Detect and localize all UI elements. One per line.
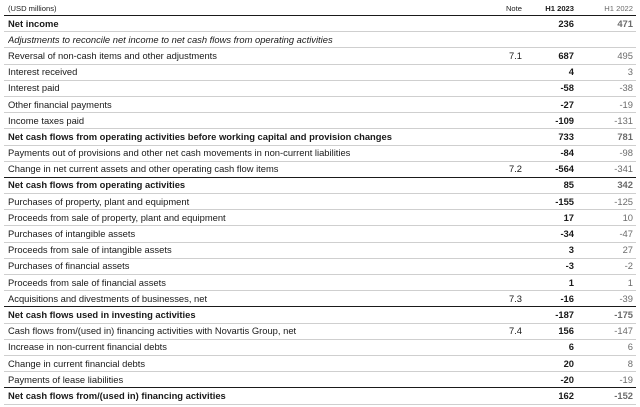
row-value-current: 733: [558, 130, 574, 142]
row-label: Reversal of non-cash items and other adjustments: [8, 49, 217, 61]
row-value-current: -564: [555, 163, 574, 175]
table-row: [4, 243, 636, 259]
row-note: 7.4: [508, 325, 522, 337]
note-column-header: Note: [505, 3, 522, 13]
row-value-current: -58: [560, 82, 574, 94]
table-body: [4, 16, 636, 405]
row-label: Change in net current assets and other operating cash flow items: [8, 163, 279, 175]
table-row: [4, 259, 636, 275]
row-label: Proceeds from sale of financial assets: [8, 276, 166, 288]
row-value-current: 85: [563, 179, 574, 191]
table-row: [4, 129, 636, 145]
row-label: Purchases of property, plant and equipment: [8, 195, 190, 207]
table-row: [4, 340, 636, 356]
row-label: Net cash flows from operating activities: [8, 179, 186, 191]
row-value-previous: 471: [617, 17, 633, 29]
row-value-current: 162: [558, 389, 574, 401]
row-label: Net cash flows used in investing activities: [8, 308, 196, 320]
row-value-current: 236: [558, 17, 574, 29]
row-value-current: -187: [555, 308, 574, 320]
previous-period-header: H1 2022: [604, 3, 633, 13]
row-label: Net cash flows from/(used in) financing activities: [8, 389, 226, 401]
row-value-previous: -39: [619, 292, 633, 304]
row-label: Net income: [8, 17, 59, 29]
row-label: Adjustments to reconcile net income to net cash flows from operating activities: [8, 33, 333, 45]
table-row: [4, 210, 636, 226]
row-value-previous: 781: [617, 130, 633, 142]
row-note: 7.1: [508, 49, 522, 61]
row-value-current: 156: [558, 325, 574, 337]
row-value-previous: -341: [614, 163, 633, 175]
row-value-previous: -47: [619, 228, 633, 240]
table-row: [4, 81, 636, 97]
row-value-current: -84: [560, 147, 574, 159]
row-label: Payments of lease liabilities: [8, 373, 124, 385]
table-row: [4, 324, 636, 340]
row-label: Net cash flows from operating activities before working capital and provision changes: [8, 130, 392, 142]
row-value-current: 687: [558, 49, 574, 61]
row-value-previous: -147: [614, 325, 633, 337]
row-value-previous: 6: [627, 341, 633, 353]
row-value-previous: -98: [619, 147, 633, 159]
row-value-current: -109: [555, 114, 574, 126]
row-label: Proceeds from sale of property, plant and equipment: [8, 211, 226, 223]
row-label: Income taxes paid: [8, 114, 85, 126]
row-value-previous: 8: [627, 357, 633, 369]
table-row: [4, 146, 636, 162]
table-row: [4, 162, 636, 178]
table-row: [4, 32, 636, 48]
table-row: [4, 356, 636, 372]
table-row: [4, 16, 636, 32]
row-value-previous: -2: [624, 260, 633, 272]
row-value-current: 17: [563, 211, 574, 223]
row-value-previous: -152: [614, 389, 633, 401]
current-period-header: H1 2023: [545, 3, 574, 13]
row-value-current: -155: [555, 195, 574, 207]
table-row: [4, 388, 636, 404]
table-row: [4, 307, 636, 323]
row-label: Change in current financial debts: [8, 357, 146, 369]
row-value-previous: 10: [622, 211, 633, 223]
table-row: [4, 194, 636, 210]
table-row: [4, 48, 636, 64]
row-label: Interest received: [8, 66, 78, 78]
row-value-current: -34: [560, 228, 574, 240]
row-value-current: 20: [563, 357, 574, 369]
table-header: [4, 2, 636, 16]
table-row: [4, 226, 636, 242]
row-value-current: 4: [568, 66, 574, 78]
table-row: [4, 275, 636, 291]
cash-flow-table: [4, 2, 636, 405]
row-value-current: 1: [568, 276, 574, 288]
row-value-previous: 1: [627, 276, 633, 288]
row-label: Increase in non-current financial debts: [8, 341, 167, 353]
row-value-previous: -38: [619, 82, 633, 94]
row-value-previous: -175: [614, 308, 633, 320]
row-label: Other financial payments: [8, 98, 112, 110]
row-value-current: 6: [568, 341, 574, 353]
row-label: Purchases of financial assets: [8, 260, 130, 272]
row-value-previous: -131: [614, 114, 633, 126]
row-label: Cash flows from/(used in) financing activities with Novartis Group, net: [8, 325, 297, 337]
table-row: [4, 97, 636, 113]
row-note: 7.2: [508, 163, 522, 175]
row-label: Payments out of provisions and other net cash movements in non-current liabilities: [8, 147, 351, 159]
row-value-previous: -19: [619, 98, 633, 110]
row-value-previous: 342: [617, 179, 633, 191]
row-value-previous: 495: [617, 49, 633, 61]
row-label: Proceeds from sale of intangible assets: [8, 244, 172, 256]
table-row: [4, 65, 636, 81]
row-value-previous: -125: [614, 195, 633, 207]
row-value-current: -27: [560, 98, 574, 110]
table-row: [4, 178, 636, 194]
table-row: [4, 291, 636, 307]
row-label: Purchases of intangible assets: [8, 228, 136, 240]
row-note: 7.3: [508, 292, 522, 304]
row-value-current: 3: [568, 244, 574, 256]
row-value-previous: 3: [627, 66, 633, 78]
unit-label: (USD millions): [8, 3, 57, 13]
row-value-previous: 27: [622, 244, 633, 256]
row-value-previous: -19: [619, 373, 633, 385]
table-row: [4, 372, 636, 388]
row-label: Acquisitions and divestments of businesses, net: [8, 292, 208, 304]
row-value-current: -20: [560, 373, 574, 385]
table-row: [4, 113, 636, 129]
row-label: Interest paid: [8, 82, 60, 94]
row-value-current: -16: [560, 292, 574, 304]
row-value-current: -3: [565, 260, 574, 272]
